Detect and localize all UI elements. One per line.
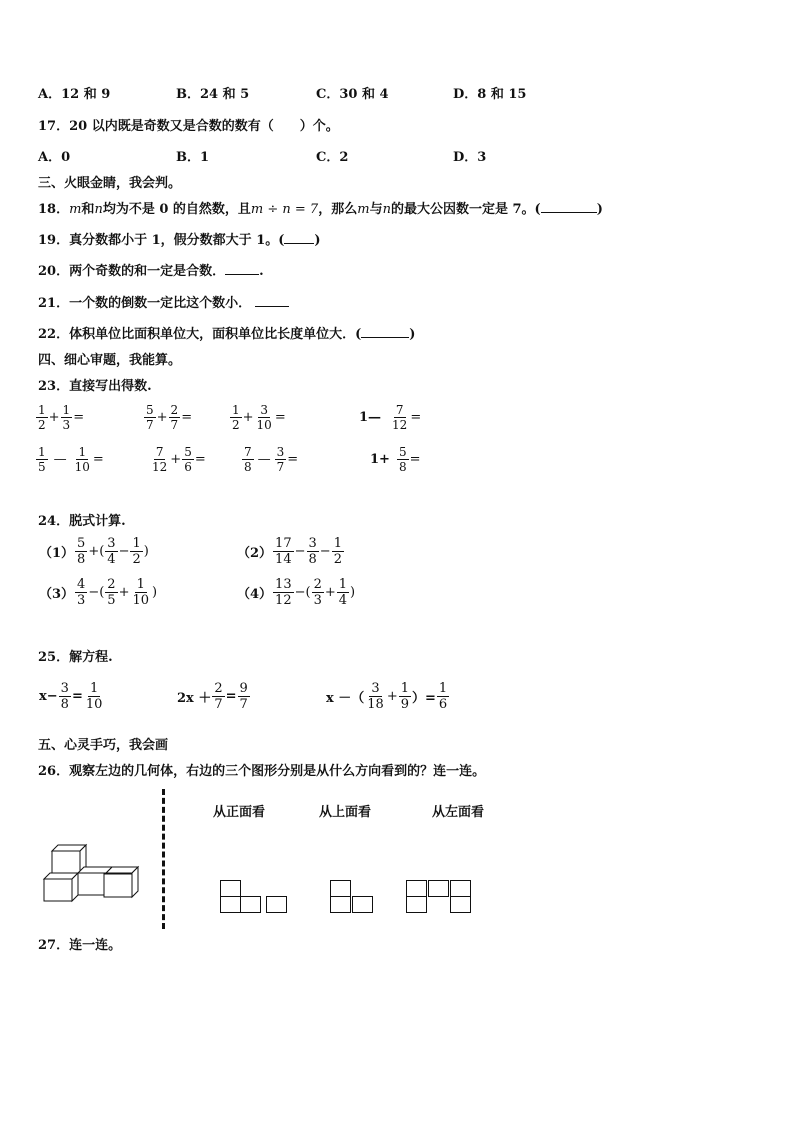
q23-expr-3: $\frac{1}{2}$ + $\frac{3}{10}$ = [232,403,286,432]
q17-option-d: D．3 [453,150,487,165]
q18-mid: 均为不是 0 的自然数，且 [102,202,251,217]
q25-equation-3: x －（ $\frac{3}{18}$ + $\frac{1}{9}$ ）= $\frac{1}{6}$ [326,681,448,712]
q18-close: ) [596,202,603,217]
section-3-heading: 三、火眼金睛，我会判。 [38,176,182,191]
q17-option-a: A．0 [38,150,71,165]
var-n-2: n [382,202,391,217]
q18-number: 18． [38,202,70,217]
section-5-heading: 五、心灵手巧，我会画 [38,738,169,753]
q19-close: ) [314,233,321,248]
q18-tail-1: ，那么 [318,202,358,217]
q18-answer-blank[interactable] [541,212,597,213]
label-left-view: 从左面看 [432,805,485,820]
q24-title: 24．脱式计算. [38,514,126,529]
q24-problem-1: （1） $\frac{5}{8}$ +( $\frac{3}{4}$ − $\frac{1}{2}$ ) [39,536,149,567]
q17-option-c: C．2 [316,150,349,165]
q22-close: ) [409,327,416,342]
q17-option-b: B．1 [176,150,210,165]
q18-text [38,198,603,217]
q21-question: 21．一个数的倒数一定比这个数小． [38,296,252,311]
q26-text: 26．观察左边的几何体，右边的三个图形分别是从什么方向看到的？连一连。 [38,764,486,779]
q24-problem-2: （2） $\frac{17}{14}$ − $\frac{3}{8}$ − $\frac{1}{2}$ [237,536,342,567]
q22-text [38,323,415,342]
q18-equation: m ÷ n = 7 [250,202,319,217]
q23-title: 23．直接写出得数. [38,379,152,394]
q20-question: 20．两个奇数的和一定是合数． [38,264,226,279]
q20-end: . [259,264,264,279]
section-4-heading: 四、细心审题，我能算。 [38,353,182,368]
3d-cubes-figure [40,843,140,905]
q20-text [38,260,264,279]
q25-title: 25．解方程. [38,650,113,665]
var-m-2: m [357,202,370,217]
q18-tail-3: 的最大公因数一定是 7。( [390,202,541,217]
q24-problem-4: （4） $\frac{13}{12}$ −( $\frac{2}{3}$ + $\frac{1}{4}$ ) [237,577,356,608]
q25-equation-2: 2x ＋ $\frac{2}{7}$ = $\frac{9}{7}$ [177,681,248,712]
q27-text: 27．连一连。 [38,938,122,953]
q16-option-c: C．30 和 4 [316,87,389,102]
q16-option-b: B．24 和 5 [176,87,250,102]
q23-expr-5: $\frac{1}{5}$ — $\frac{1}{10}$ = [38,445,104,474]
q22-question: 22．体积单位比面积单位大，面积单位比长度单位大．( [38,327,362,342]
q24-problem-3: （3） $\frac{4}{3}$ −( $\frac{2}{5}$ + $\frac{1}{10}$ ) [39,577,158,608]
q25-equation-1: x− $\frac{3}{8}$ = $\frac{1}{10}$ [39,681,103,712]
q23-expr-4: 1— $\frac{7}{12}$ = [359,403,422,432]
q16-option-a: A．12 和 9 [38,87,111,102]
var-m: m [69,202,82,217]
q19-question: 19．真分数都小于 1，假分数都大于 1。( [38,233,285,248]
divider-dashed [162,789,165,929]
label-top-view: 从上面看 [319,805,372,820]
q16-option-d: D．8 和 15 [453,87,527,102]
q18-and: 和 [81,202,95,217]
label-front-view: 从正面看 [213,805,266,820]
q18-tail-2: 与 [369,202,383,217]
q20-answer-blank[interactable] [225,274,259,275]
var-n: n [94,202,103,217]
q17-text: 17．20 以内既是奇数又是合数的数有（ ）个。 [38,119,339,134]
q22-answer-blank[interactable] [361,337,409,338]
q21-answer-blank[interactable] [255,306,289,307]
q23-expr-7: $\frac{7}{8}$ — $\frac{3}{7}$ = [244,445,299,474]
q19-text [38,229,321,248]
q21-text [38,292,289,311]
q19-answer-blank[interactable] [284,243,314,244]
q23-expr-2: $\frac{5}{7}$ + $\frac{2}{7}$ = [146,403,193,432]
q23-expr-8: 1+ $\frac{5}{8}$ = [370,445,421,474]
q23-expr-1: $\frac{1}{2}$ + $\frac{1}{3}$ = [38,403,85,432]
q23-expr-6: $\frac{7}{12}$ + $\frac{5}{6}$ = [152,445,206,474]
